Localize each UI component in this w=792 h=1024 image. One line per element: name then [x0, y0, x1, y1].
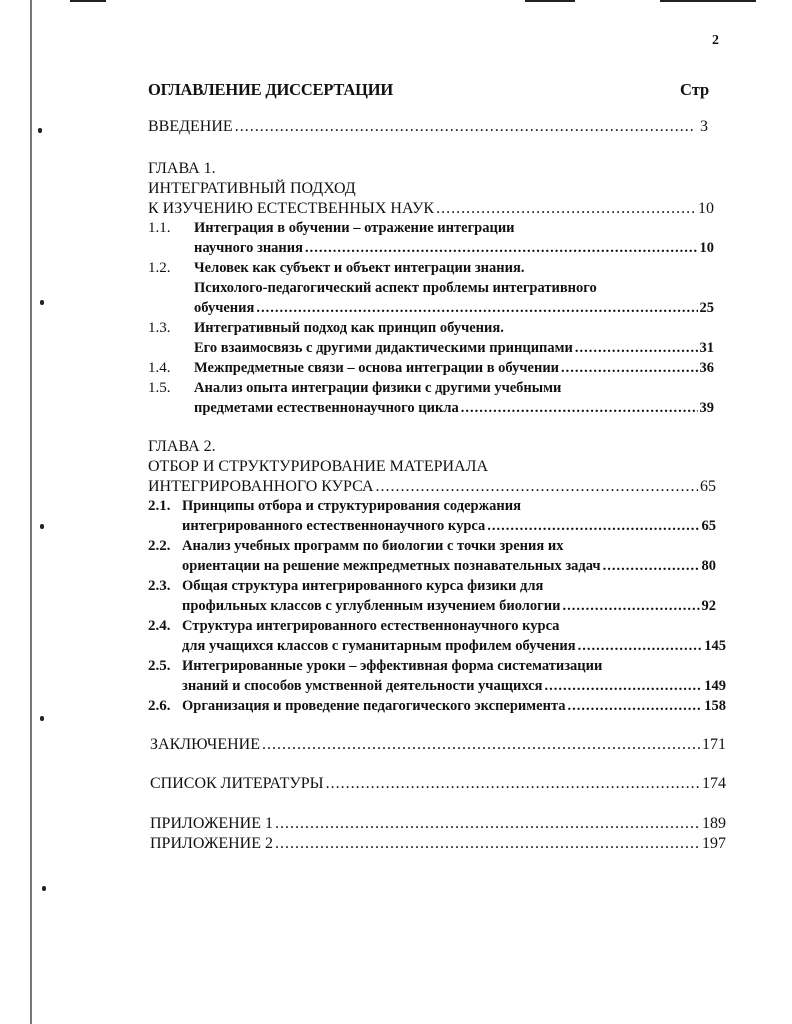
scan-speck — [40, 300, 44, 305]
entry-page: 36 — [699, 360, 714, 376]
entry-label: СПИСОК ЛИТЕРАТУРЫ — [150, 775, 324, 792]
entry-page: 92 — [701, 598, 716, 614]
toc-entry-section-1-5[interactable] — [194, 400, 714, 417]
toc-entry-chapter-2[interactable] — [148, 478, 716, 496]
section-number: 2.6. — [148, 698, 171, 714]
entry-label: ориентации на решение межпредметных познавательных задач — [182, 558, 601, 574]
toc-entry-section-2-5[interactable] — [182, 678, 726, 695]
leader-dots — [544, 678, 702, 695]
section-number: 1.3. — [148, 320, 171, 336]
entry-page: 31 — [699, 340, 714, 356]
entry-page: 10 — [698, 200, 714, 217]
chapter-2-title: ОТБОР И СТРУКТУРИРОВАНИЕ МАТЕРИАЛА — [148, 458, 488, 475]
leader-dots — [275, 815, 700, 833]
toc-entry-section-2-2[interactable] — [182, 558, 716, 575]
section-number: 2.3. — [148, 578, 171, 594]
leader-dots — [561, 360, 697, 377]
toc-title: ОГЛАВЛЕНИЕ ДИССЕРТАЦИИ — [148, 80, 394, 99]
entry-page: 149 — [704, 678, 726, 694]
entry-page: 65 — [701, 518, 716, 534]
leader-dots — [461, 400, 698, 417]
section-1-2-line-2: Психолого-педагогический аспект проблемы интегративного — [194, 280, 597, 296]
leader-dots — [603, 558, 700, 575]
entry-label: для учащихся классов с гуманитарным профилем обучения — [182, 638, 576, 654]
scan-top-mark — [70, 0, 106, 2]
leader-dots — [568, 698, 703, 715]
scan-speck — [40, 524, 44, 529]
section-1-1-line-1: Интеграция в обучении – отражение интеграции — [194, 220, 515, 236]
leader-dots — [575, 340, 698, 357]
section-number: 2.4. — [148, 618, 171, 634]
chapter-1-title: ИНТЕГРАТИВНЫЙ ПОДХОД — [148, 180, 356, 197]
entry-page: 197 — [702, 835, 726, 852]
toc-entry-conclusion[interactable] — [150, 736, 726, 754]
leader-dots — [578, 638, 703, 655]
entry-label: знаний и способов умственной деятельности учащихся — [182, 678, 543, 694]
entry-label: интегрированного естественнонаучного курса — [182, 518, 486, 534]
section-2-5-line-1: Интегрированные уроки – эффективная форма систематизации — [182, 658, 603, 674]
page-number: 2 — [712, 33, 719, 48]
section-2-4-line-1: Структура интегрированного естественнонаучного курса — [182, 618, 560, 634]
entry-label: ИНТЕГРИРОВАННОГО КУРСА — [148, 478, 374, 495]
toc-entry-section-1-3[interactable] — [194, 340, 714, 357]
entry-label: К ИЗУЧЕНИЮ ЕСТЕСТВЕННЫХ НАУК — [148, 200, 435, 217]
scan-top-mark — [660, 0, 756, 2]
leader-dots — [562, 598, 699, 615]
section-number: 1.4. — [148, 360, 171, 376]
leader-dots — [256, 300, 697, 317]
entry-page: 174 — [702, 775, 726, 792]
section-number: 2.5. — [148, 658, 171, 674]
toc-entry-section-1-2[interactable] — [194, 300, 714, 317]
toc-entry-appendix-2[interactable] — [150, 835, 726, 853]
entry-label: ПРИЛОЖЕНИЕ 2 — [150, 835, 274, 852]
entry-page: 39 — [699, 400, 714, 416]
section-1-5-line-1: Анализ опыта интеграции физики с другими учебными — [194, 380, 562, 396]
entry-page: 65 — [700, 478, 716, 495]
entry-page: 25 — [699, 300, 714, 316]
entry-label: Организация и проведение педагогического эксперимента — [182, 698, 566, 714]
section-2-3-line-1: Общая структура интегрированного курса физики для — [182, 578, 544, 594]
page-column-header: Стр — [680, 80, 710, 99]
entry-page: 80 — [701, 558, 716, 574]
entry-label: ПРИЛОЖЕНИЕ 1 — [150, 815, 274, 832]
leader-dots — [235, 118, 694, 136]
entry-label: Межпредметные связи – основа интеграции в обучении — [194, 360, 560, 376]
toc-entry-introduction[interactable] — [148, 118, 708, 136]
section-1-3-line-1: Интегративный подход как принцип обучения. — [194, 320, 504, 336]
section-number: 2.1. — [148, 498, 171, 514]
chapter-1-label: ГЛАВА 1. — [148, 160, 216, 177]
leader-dots — [275, 835, 700, 853]
entry-page: 158 — [704, 698, 726, 714]
entry-label: профильных классов с углубленным изучением биологии — [182, 598, 561, 614]
chapter-2-label: ГЛАВА 2. — [148, 438, 216, 455]
entry-page: 145 — [704, 638, 726, 654]
scan-edge-line — [30, 0, 32, 1024]
toc-entry-section-2-3[interactable] — [182, 598, 716, 615]
entry-label: Его взаимосвязь с другими дидактическими принципами — [194, 340, 573, 356]
toc-entry-section-2-1[interactable] — [182, 518, 716, 535]
scan-speck — [40, 716, 44, 721]
toc-entry-section-1-1[interactable] — [194, 240, 714, 257]
scan-top-mark — [525, 0, 575, 2]
entry-page: 189 — [702, 815, 726, 832]
section-number: 1.1. — [148, 220, 171, 236]
entry-page: 171 — [702, 736, 726, 753]
entry-label: ЗАКЛЮЧЕНИЕ — [150, 736, 260, 753]
toc-entry-section-1-4[interactable] — [194, 360, 714, 377]
scan-speck — [42, 886, 46, 891]
section-2-2-line-1: Анализ учебных программ по биологии с точки зрения их — [182, 538, 564, 554]
section-number: 1.2. — [148, 260, 171, 276]
section-number: 2.2. — [148, 538, 171, 554]
leader-dots — [305, 240, 698, 257]
leader-dots — [436, 200, 696, 218]
toc-entry-section-2-6[interactable] — [182, 698, 726, 715]
entry-page: 10 — [699, 240, 714, 256]
toc-entry-appendix-1[interactable] — [150, 815, 726, 833]
entry-label: обучения — [194, 300, 255, 316]
leader-dots — [376, 478, 699, 496]
entry-page: 3 — [700, 118, 708, 135]
entry-label: предметами естественнонаучного цикла — [194, 400, 459, 416]
toc-entry-chapter-1[interactable] — [148, 200, 714, 218]
section-1-2-line-1: Человек как субъект и объект интеграции знания. — [194, 260, 525, 276]
leader-dots — [487, 518, 699, 535]
scan-speck — [38, 128, 42, 133]
toc-entry-section-2-4[interactable] — [182, 638, 726, 655]
entry-label: научного знания — [194, 240, 303, 256]
leader-dots — [262, 736, 700, 754]
section-2-1-line-1: Принципы отбора и структурирования содержания — [182, 498, 521, 514]
section-number: 1.5. — [148, 380, 171, 396]
leader-dots — [326, 775, 700, 793]
toc-entry-references[interactable] — [150, 775, 726, 793]
entry-label: ВВЕДЕНИЕ — [148, 118, 233, 135]
